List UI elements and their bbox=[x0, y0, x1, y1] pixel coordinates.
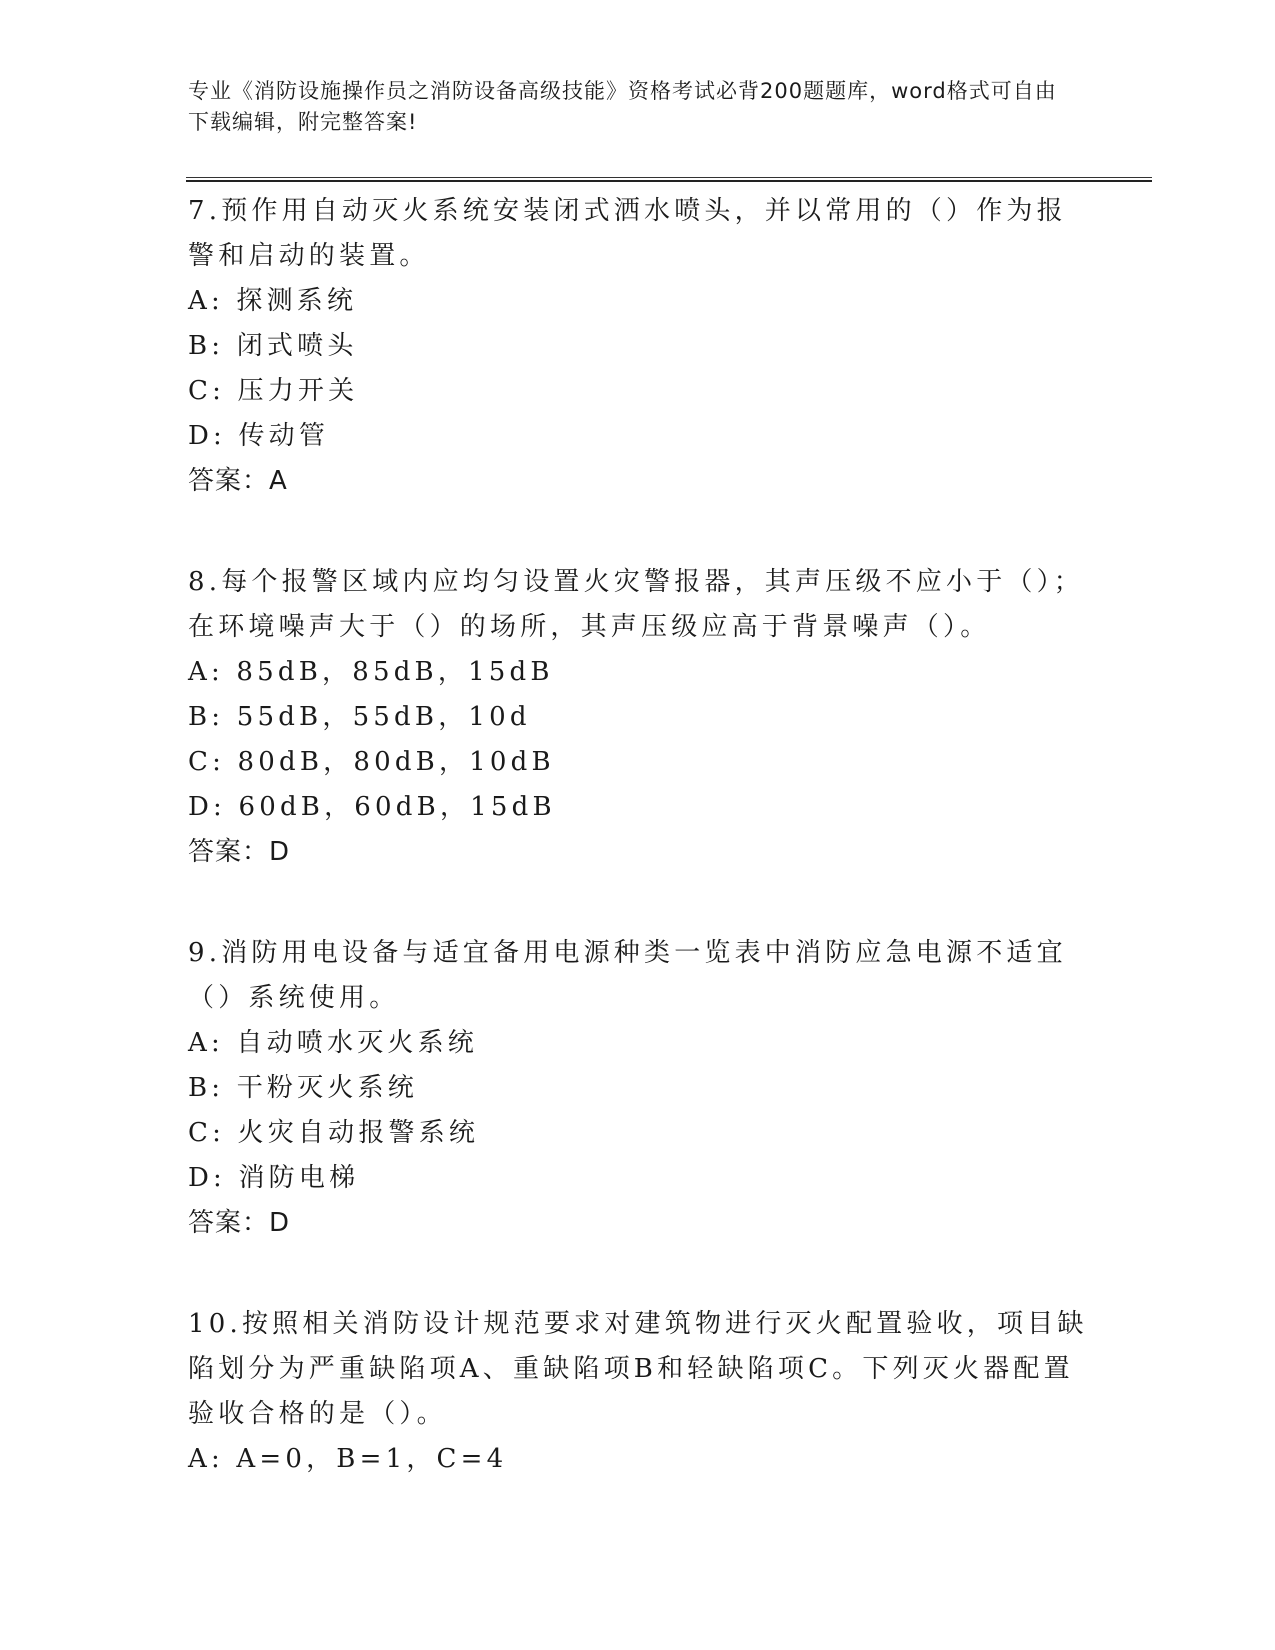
answer-line: 答案：D bbox=[188, 1208, 291, 1238]
question-9 bbox=[188, 931, 1088, 1246]
answer-line: 答案：A bbox=[188, 466, 288, 496]
option-b: B: 闭式喷头 bbox=[188, 331, 358, 361]
question-8 bbox=[188, 560, 1088, 875]
header-divider bbox=[186, 177, 1152, 182]
option-c: C: 压力开关 bbox=[188, 376, 359, 406]
option-d: D: 传动管 bbox=[188, 421, 330, 451]
question-7 bbox=[188, 189, 1088, 504]
question-stem: 10.按照相关消防设计规范要求对建筑物进行灭火配置验收，项目缺陷划分为严重缺陷项A、重缺陷项B和轻缺陷项C。下列灭火器配置验收合格的是（）。 bbox=[188, 1309, 1088, 1429]
question-stem: 8.每个报警区域内应均匀设置火灾警报器，其声压级不应小于（）；在环境噪声大于（）的场所，其声压级应高于背景噪声（）。 bbox=[188, 567, 1085, 642]
question-stem: 7.预作用自动灭火系统安装闭式洒水喷头，并以常用的（）作为报警和启动的装置。 bbox=[188, 196, 1067, 271]
option-d: D: 消防电梯 bbox=[188, 1163, 360, 1193]
option-c: C: 火灾自动报警系统 bbox=[188, 1118, 480, 1148]
question-10 bbox=[188, 1302, 1088, 1482]
option-d: D: 60dB，60dB，15dB bbox=[188, 792, 556, 822]
option-a: A: 85dB，85dB，15dB bbox=[188, 657, 554, 687]
option-a: A: A=0，B=1，C=4 bbox=[188, 1444, 508, 1474]
option-a: A: 探测系统 bbox=[188, 286, 358, 316]
option-c: C: 80dB，80dB，10dB bbox=[188, 747, 555, 777]
document-header: 专业《消防设施操作员之消防设备高级技能》资格考试必背200题题库，word格式可自由下载编辑，附完整答案! bbox=[188, 79, 1057, 134]
option-a: A: 自动喷水灭火系统 bbox=[188, 1028, 479, 1058]
question-stem: 9.消防用电设备与适宜备用电源种类一览表中消防应急电源不适宜（）系统使用。 bbox=[188, 938, 1067, 1013]
option-b: B: 55dB，55dB，10d bbox=[188, 702, 531, 732]
option-b: B: 干粉灭火系统 bbox=[188, 1073, 418, 1103]
question-list bbox=[188, 189, 1088, 1538]
answer-line: 答案：D bbox=[188, 837, 291, 867]
